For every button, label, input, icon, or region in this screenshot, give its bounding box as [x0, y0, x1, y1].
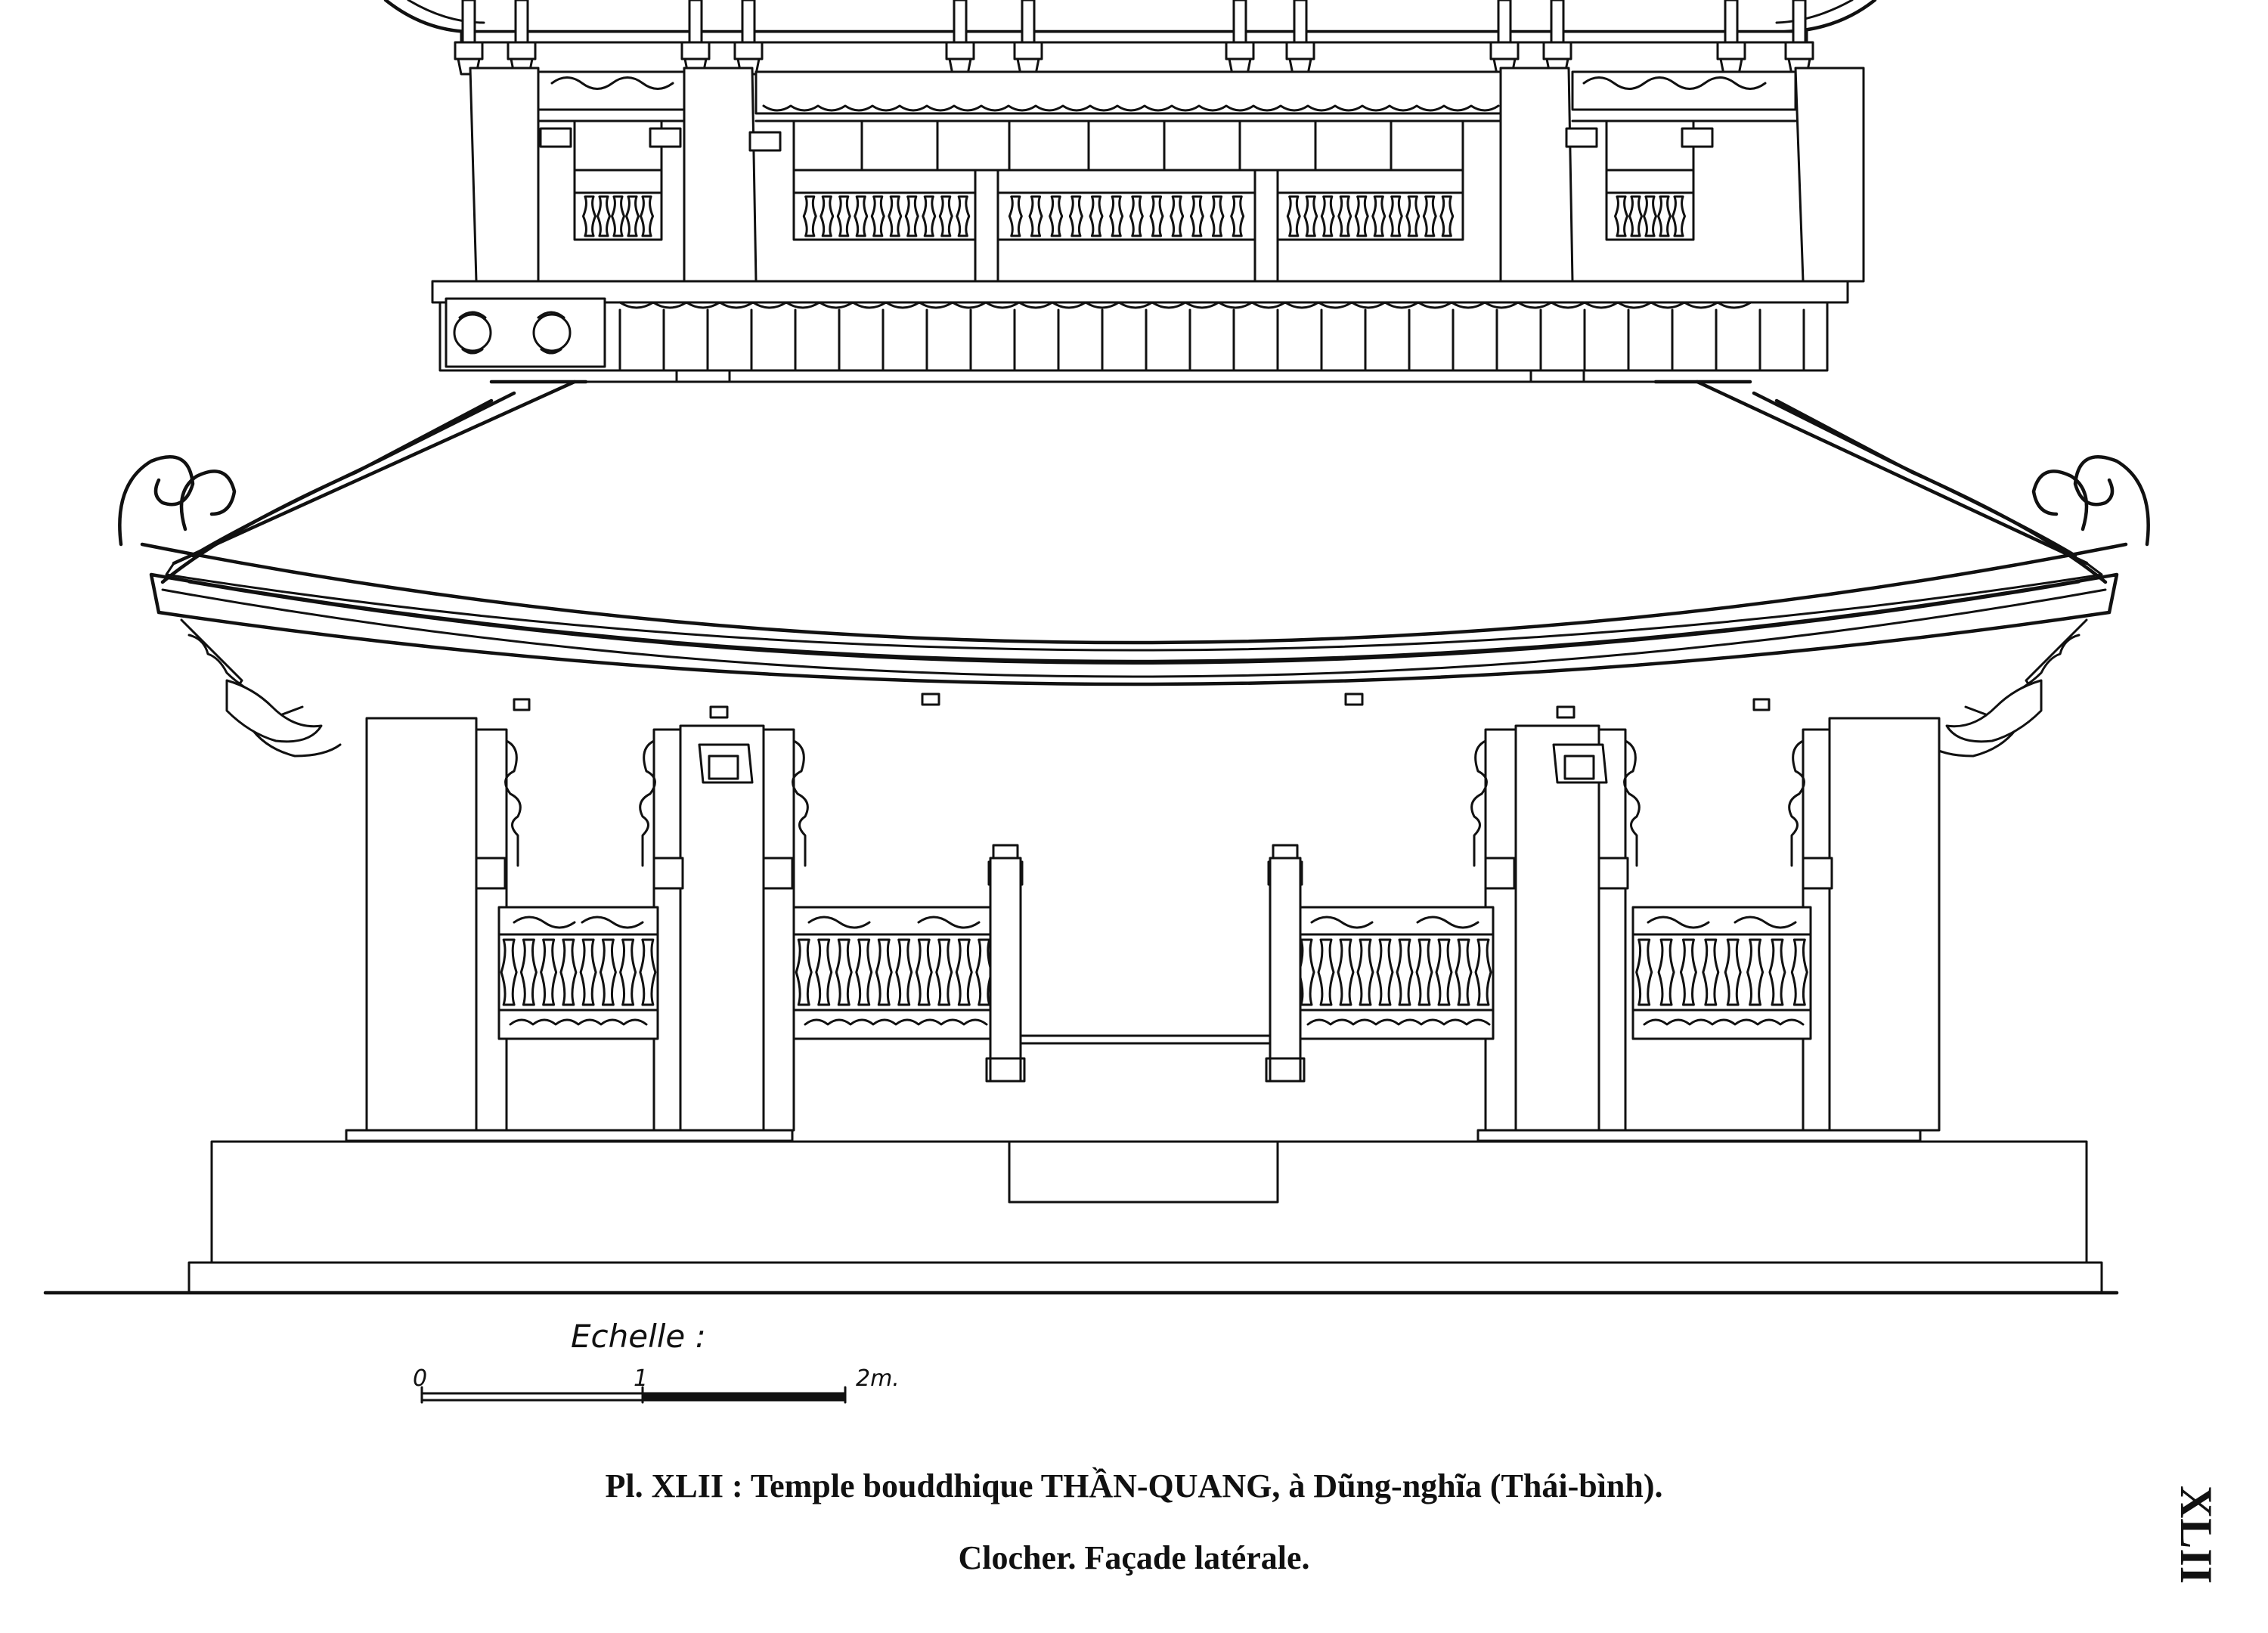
railing-top-rail: [499, 907, 658, 934]
dougong-block: [1718, 42, 1745, 59]
pillar-collar: [764, 858, 792, 888]
railing-top-rail: [1297, 907, 1493, 934]
pillar-collar: [1486, 858, 1514, 888]
plate-number: XLII: [2171, 1485, 2221, 1585]
dougong-block: [508, 42, 535, 59]
upper-roof-brackets: [386, 0, 1875, 42]
dougong-post: [1498, 0, 1510, 42]
railing-bottom-rail: [1297, 1010, 1493, 1039]
caption-title: Pl. XLII : Temple bouddhique THẦN-QUANG, à Dũng-nghĩa (Thái-bình).: [605, 1467, 1663, 1504]
dougong-block: [735, 42, 762, 59]
dougong-block: [1491, 42, 1518, 59]
scale-tick-2: 2m.: [856, 1365, 900, 1392]
dougong-post: [954, 0, 966, 42]
upper-cornice: [432, 281, 1848, 370]
scale-tick-1: 1: [634, 1365, 649, 1392]
dougong-post: [1294, 0, 1306, 42]
scale-label: Echelle :: [571, 1318, 706, 1355]
pillar-collar: [654, 858, 683, 888]
pillar-collar: [750, 132, 780, 150]
dougong-post: [742, 0, 754, 42]
pillar-collar: [476, 858, 505, 888]
dougong-post: [516, 0, 528, 42]
dougong-post: [1551, 0, 1563, 42]
caption-subtitle: Clocher. Façade latérale.: [958, 1539, 1310, 1576]
scale-bar: [413, 1318, 900, 1402]
pillar-collar: [1682, 129, 1712, 147]
railing-top-rail: [794, 907, 994, 934]
dougong-post: [1234, 0, 1246, 42]
dougong-block: [947, 42, 974, 59]
stone-plinth: [45, 1142, 2117, 1293]
pillar-collar: [541, 129, 571, 147]
railing-end-posts: [987, 858, 1304, 1081]
dougong-block: [1544, 42, 1571, 59]
pillar-collar: [1566, 129, 1597, 147]
dougong-block: [1226, 42, 1253, 59]
pillar-bases: [346, 1130, 1920, 1141]
dougong-post: [689, 0, 702, 42]
scale-tick-0: 0: [413, 1365, 428, 1392]
dougong-post: [1022, 0, 1034, 42]
dougong-post: [1725, 0, 1737, 42]
dougong-block: [1015, 42, 1042, 59]
dougong-post: [1793, 0, 1805, 42]
pillar-collar: [650, 129, 680, 147]
pillar-collar: [1803, 858, 1832, 888]
dougong-block: [1287, 42, 1314, 59]
eave-rafter-ends: [514, 694, 1769, 717]
railing-bottom-rail: [1633, 1010, 1811, 1039]
dougong-post: [463, 0, 475, 42]
dougong-block: [682, 42, 709, 59]
dougong-block: [455, 42, 482, 59]
pillar-collar: [1599, 858, 1628, 888]
railing-top-rail: [1633, 907, 1811, 934]
dougong-block: [1786, 42, 1813, 59]
